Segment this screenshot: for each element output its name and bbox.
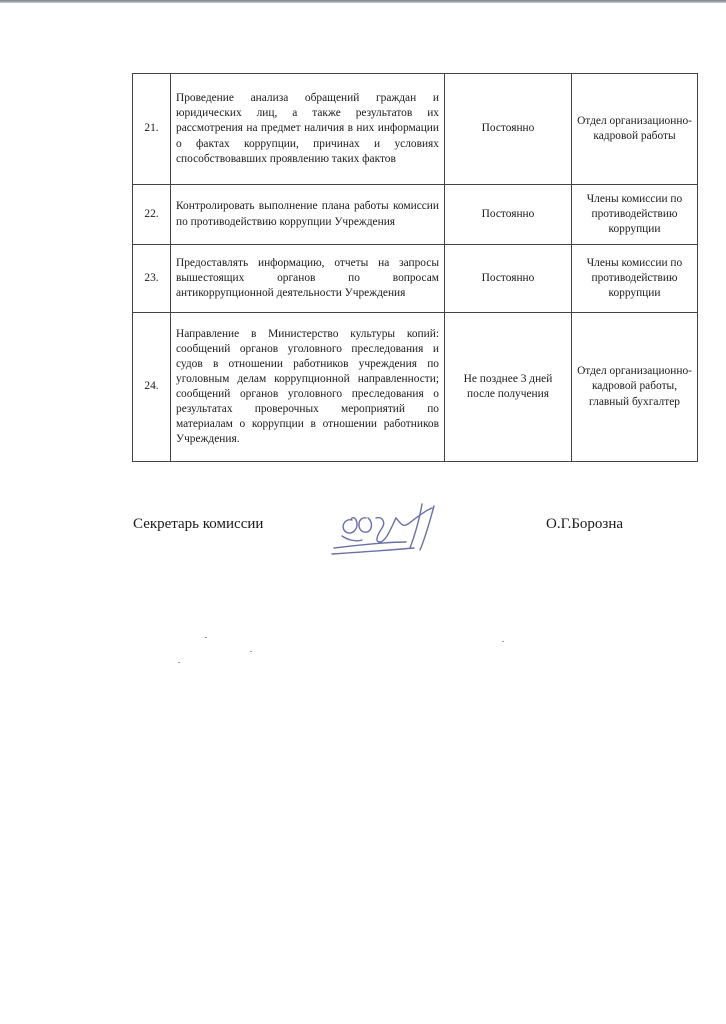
deadline-cell: Постоянно (445, 245, 572, 313)
scan-top-edge (0, 0, 726, 3)
scan-speck (178, 662, 180, 663)
row-number: 21. (133, 74, 171, 185)
signatory-role: Секретарь комиссии (133, 516, 264, 532)
table-row (133, 185, 698, 245)
row-number: 22. (133, 185, 171, 245)
deadline-cell: Не позднее 3 дней после получения (445, 313, 572, 462)
responsible-cell: Члены комиссии по противодействию коррупции (572, 185, 698, 245)
responsible-cell: Отдел организационно-кадровой работы, главный бухгалтер (572, 313, 698, 462)
table-row (133, 313, 698, 462)
scan-speck (250, 651, 252, 652)
deadline-cell: Постоянно (445, 74, 572, 185)
action-cell: Направление в Министерство культуры копий: сообщений органов уголовного преследования и судов в отношении работников учреждения по уголовным делам коррупционной направленности; сообщений органов уголовного преследования о результатах проверочных мероприятий по материалам о коррупции в отношении работников Учреждения. (171, 313, 445, 462)
scan-speck (205, 637, 207, 638)
deadline-cell: Постоянно (445, 185, 572, 245)
row-number: 24. (133, 313, 171, 462)
action-cell: Контролировать выполнение плана работы комиссии по противодействию коррупции Учреждения (171, 185, 445, 245)
responsible-cell: Члены комиссии по противодействию коррупции (572, 245, 698, 313)
action-cell: Предоставлять информацию, отчеты на запросы вышестоящих органов по вопросам антикоррупционной деятельности Учреждения (171, 245, 445, 313)
action-cell: Проведение анализа обращений граждан и юридических лиц, а также результатов их рассмотрения на предмет наличия в них информации о фактах коррупции, причинах и условиях способствовавших проявлению таких фактов (171, 74, 445, 185)
handwritten-signature (322, 496, 462, 564)
signatory-name: О.Г.Борозна (546, 516, 624, 532)
anticorruption-plan-table (132, 73, 698, 462)
row-number: 23. (133, 245, 171, 313)
table-row (133, 245, 698, 313)
responsible-cell: Отдел организационно-кадровой работы (572, 74, 698, 185)
table-row (133, 74, 698, 185)
scan-speck (502, 641, 504, 642)
